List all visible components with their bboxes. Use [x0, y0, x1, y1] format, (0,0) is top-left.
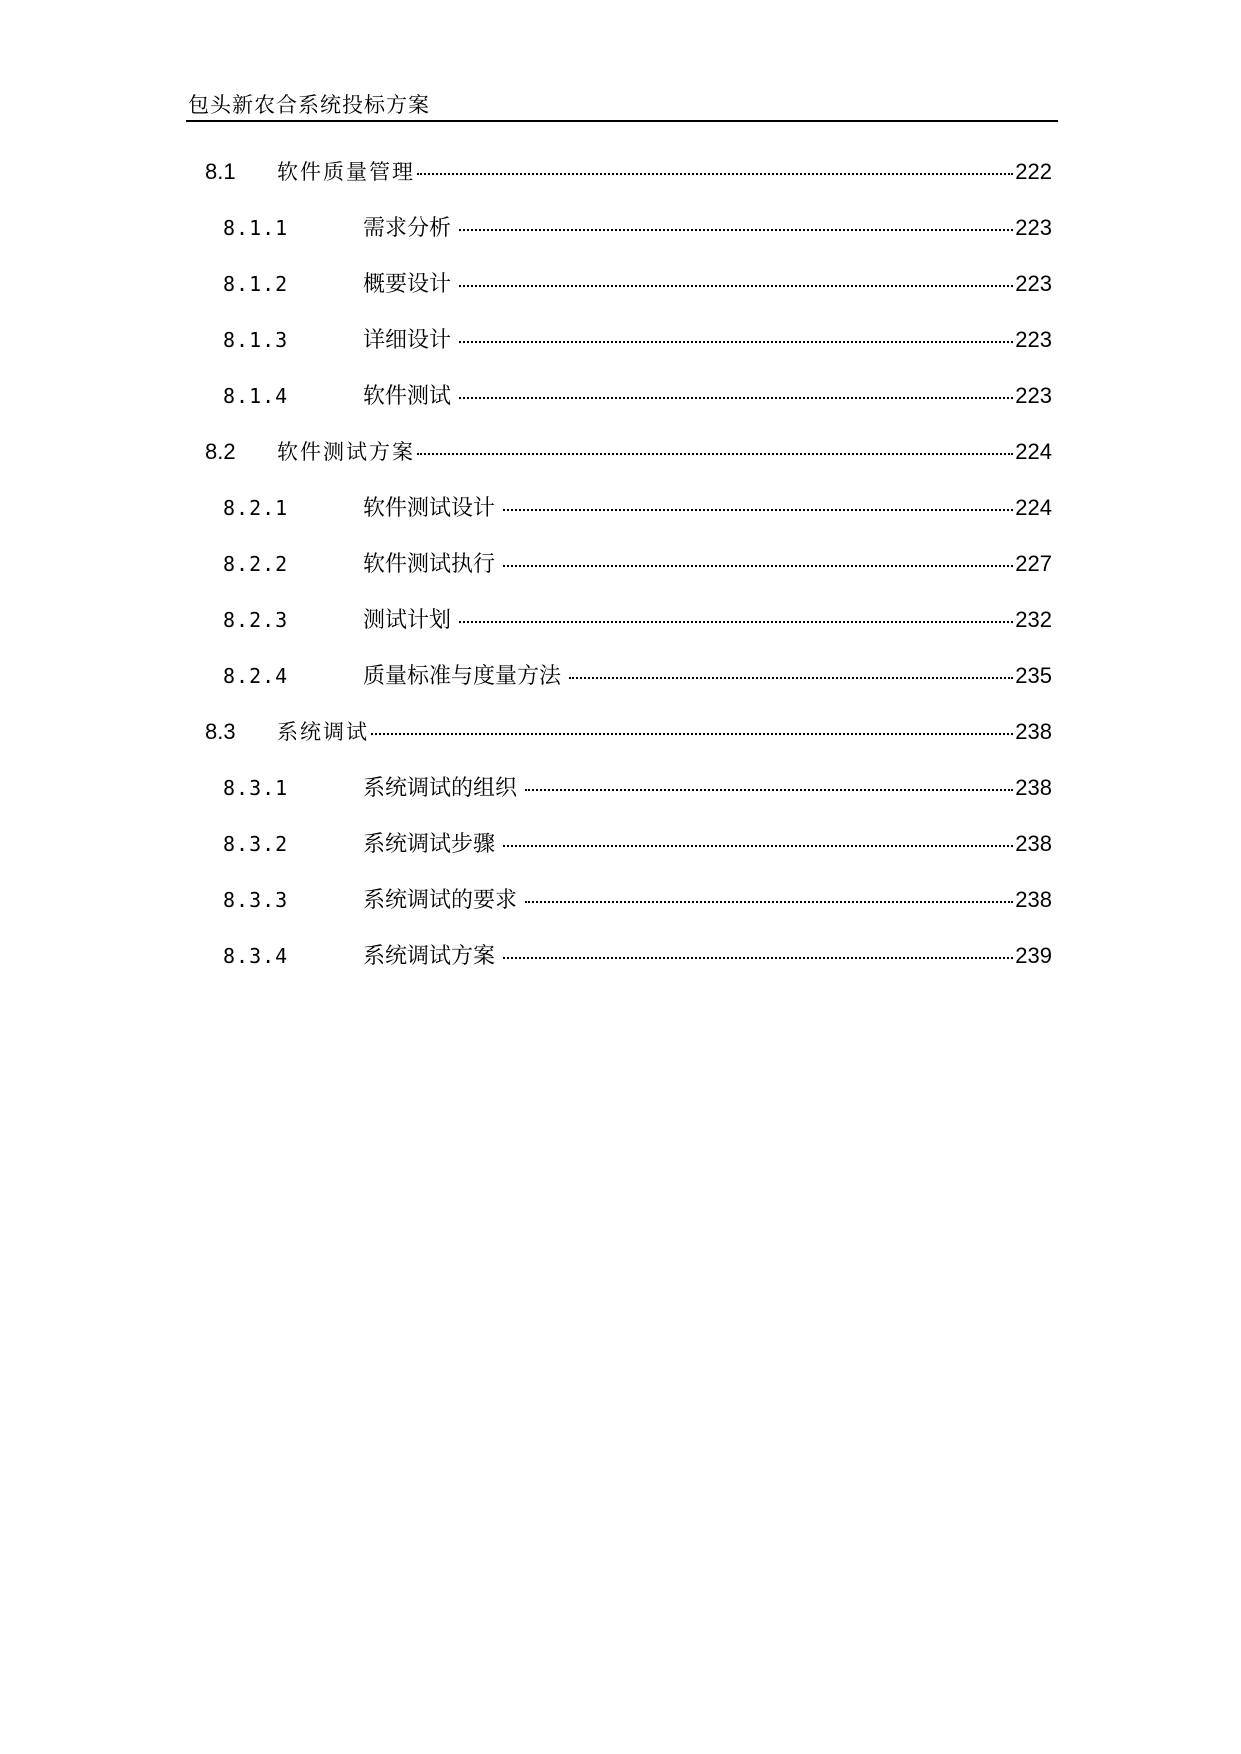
toc-entry-8-1-2[interactable] [223, 268, 1052, 300]
dot-leader [503, 565, 1013, 567]
toc-entry-title: 质量标准与度量方法 [363, 664, 562, 689]
toc-entry-title: 系统调试方案 [363, 944, 496, 969]
toc-entry-number: 8.1 [205, 159, 236, 184]
toc-entry-title: 系统调试步骤 [363, 832, 496, 857]
toc-entry-page: 224 [1015, 439, 1052, 464]
dot-leader [417, 453, 1013, 455]
toc-entry-number: 8.3 [205, 719, 236, 744]
toc-entry-title: 系统调试 [277, 720, 369, 744]
toc-entry-page: 223 [1015, 215, 1052, 240]
toc-entry-8-3-1[interactable] [223, 772, 1052, 804]
toc-entry-number: 8.2.4 [223, 664, 289, 688]
toc-entry-page: 238 [1015, 719, 1052, 744]
toc-entry-number: 8.3.1 [223, 776, 289, 800]
toc-entry-number: 8.1.4 [223, 384, 289, 408]
toc-entry-page: 239 [1015, 943, 1052, 968]
toc-entry-number: 8.2.1 [223, 496, 289, 520]
dot-leader [459, 621, 1013, 623]
toc-entry-page: 223 [1015, 271, 1052, 296]
document-title: 包头新农合系统投标方案 [188, 93, 430, 117]
toc-entry-title: 详细设计 [363, 328, 452, 353]
toc-entry-number: 8.1.3 [223, 328, 289, 352]
toc-entry-title: 软件测试执行 [363, 552, 496, 577]
toc-entry-page: 238 [1015, 775, 1052, 800]
toc-entry-number: 8.3.2 [223, 832, 289, 856]
toc-entry-page: 223 [1015, 383, 1052, 408]
toc-entry-8-3[interactable] [205, 716, 1052, 748]
toc-entry-page: 224 [1015, 495, 1052, 520]
toc-entry-page: 227 [1015, 551, 1052, 576]
dot-leader [417, 173, 1013, 175]
dot-leader [459, 229, 1013, 231]
toc-entry-title: 系统调试的要求 [363, 888, 518, 913]
page-header [186, 86, 1058, 122]
dot-leader [525, 901, 1013, 903]
dot-leader [503, 845, 1013, 847]
toc-entry-page: 232 [1015, 607, 1052, 632]
toc-entry-page: 238 [1015, 831, 1052, 856]
toc-entry-number: 8.3.4 [223, 944, 289, 968]
toc-entry-title: 软件质量管理 [277, 160, 415, 184]
toc-entry-title: 软件测试 [363, 384, 452, 409]
toc-entry-8-2[interactable] [205, 436, 1052, 468]
dot-leader [503, 509, 1013, 511]
toc-entry-page: 223 [1015, 327, 1052, 352]
toc-entry-number: 8.3.3 [223, 888, 289, 912]
toc-entry-title: 测试计划 [363, 608, 452, 633]
toc-entry-title: 软件测试方案 [277, 440, 415, 464]
dot-leader [503, 957, 1013, 959]
toc-entry-number: 8.1.2 [223, 272, 289, 296]
dot-leader [459, 341, 1013, 343]
toc-entry-8-3-4[interactable] [223, 940, 1052, 972]
dot-leader [371, 733, 1013, 735]
toc-entry-8-1-4[interactable] [223, 380, 1052, 412]
toc-entry-number: 8.2 [205, 439, 236, 464]
toc-entry-8-2-3[interactable] [223, 604, 1052, 636]
toc-entry-title: 系统调试的组织 [363, 776, 518, 801]
toc-entry-number: 8.2.3 [223, 608, 289, 632]
toc-entry-8-2-4[interactable] [223, 660, 1052, 692]
toc-entry-8-3-3[interactable] [223, 884, 1052, 916]
dot-leader [459, 285, 1013, 287]
toc-entry-8-1-1[interactable] [223, 212, 1052, 244]
toc-entry-8-1-3[interactable] [223, 324, 1052, 356]
toc-entry-title: 软件测试设计 [363, 496, 496, 521]
toc-entry-title: 概要设计 [363, 272, 452, 297]
dot-leader [525, 789, 1013, 791]
toc-entry-page: 238 [1015, 887, 1052, 912]
dot-leader [459, 397, 1013, 399]
toc-entry-number: 8.2.2 [223, 552, 289, 576]
dot-leader [569, 677, 1013, 679]
toc-entry-page: 235 [1015, 663, 1052, 688]
toc-entry-8-2-1[interactable] [223, 492, 1052, 524]
toc-entry-8-2-2[interactable] [223, 548, 1052, 580]
toc-entry-8-3-2[interactable] [223, 828, 1052, 860]
toc-entry-page: 222 [1015, 159, 1052, 184]
toc-entry-8-1[interactable] [205, 156, 1052, 188]
toc-entry-title: 需求分析 [363, 216, 452, 241]
toc-entry-number: 8.1.1 [223, 216, 289, 240]
